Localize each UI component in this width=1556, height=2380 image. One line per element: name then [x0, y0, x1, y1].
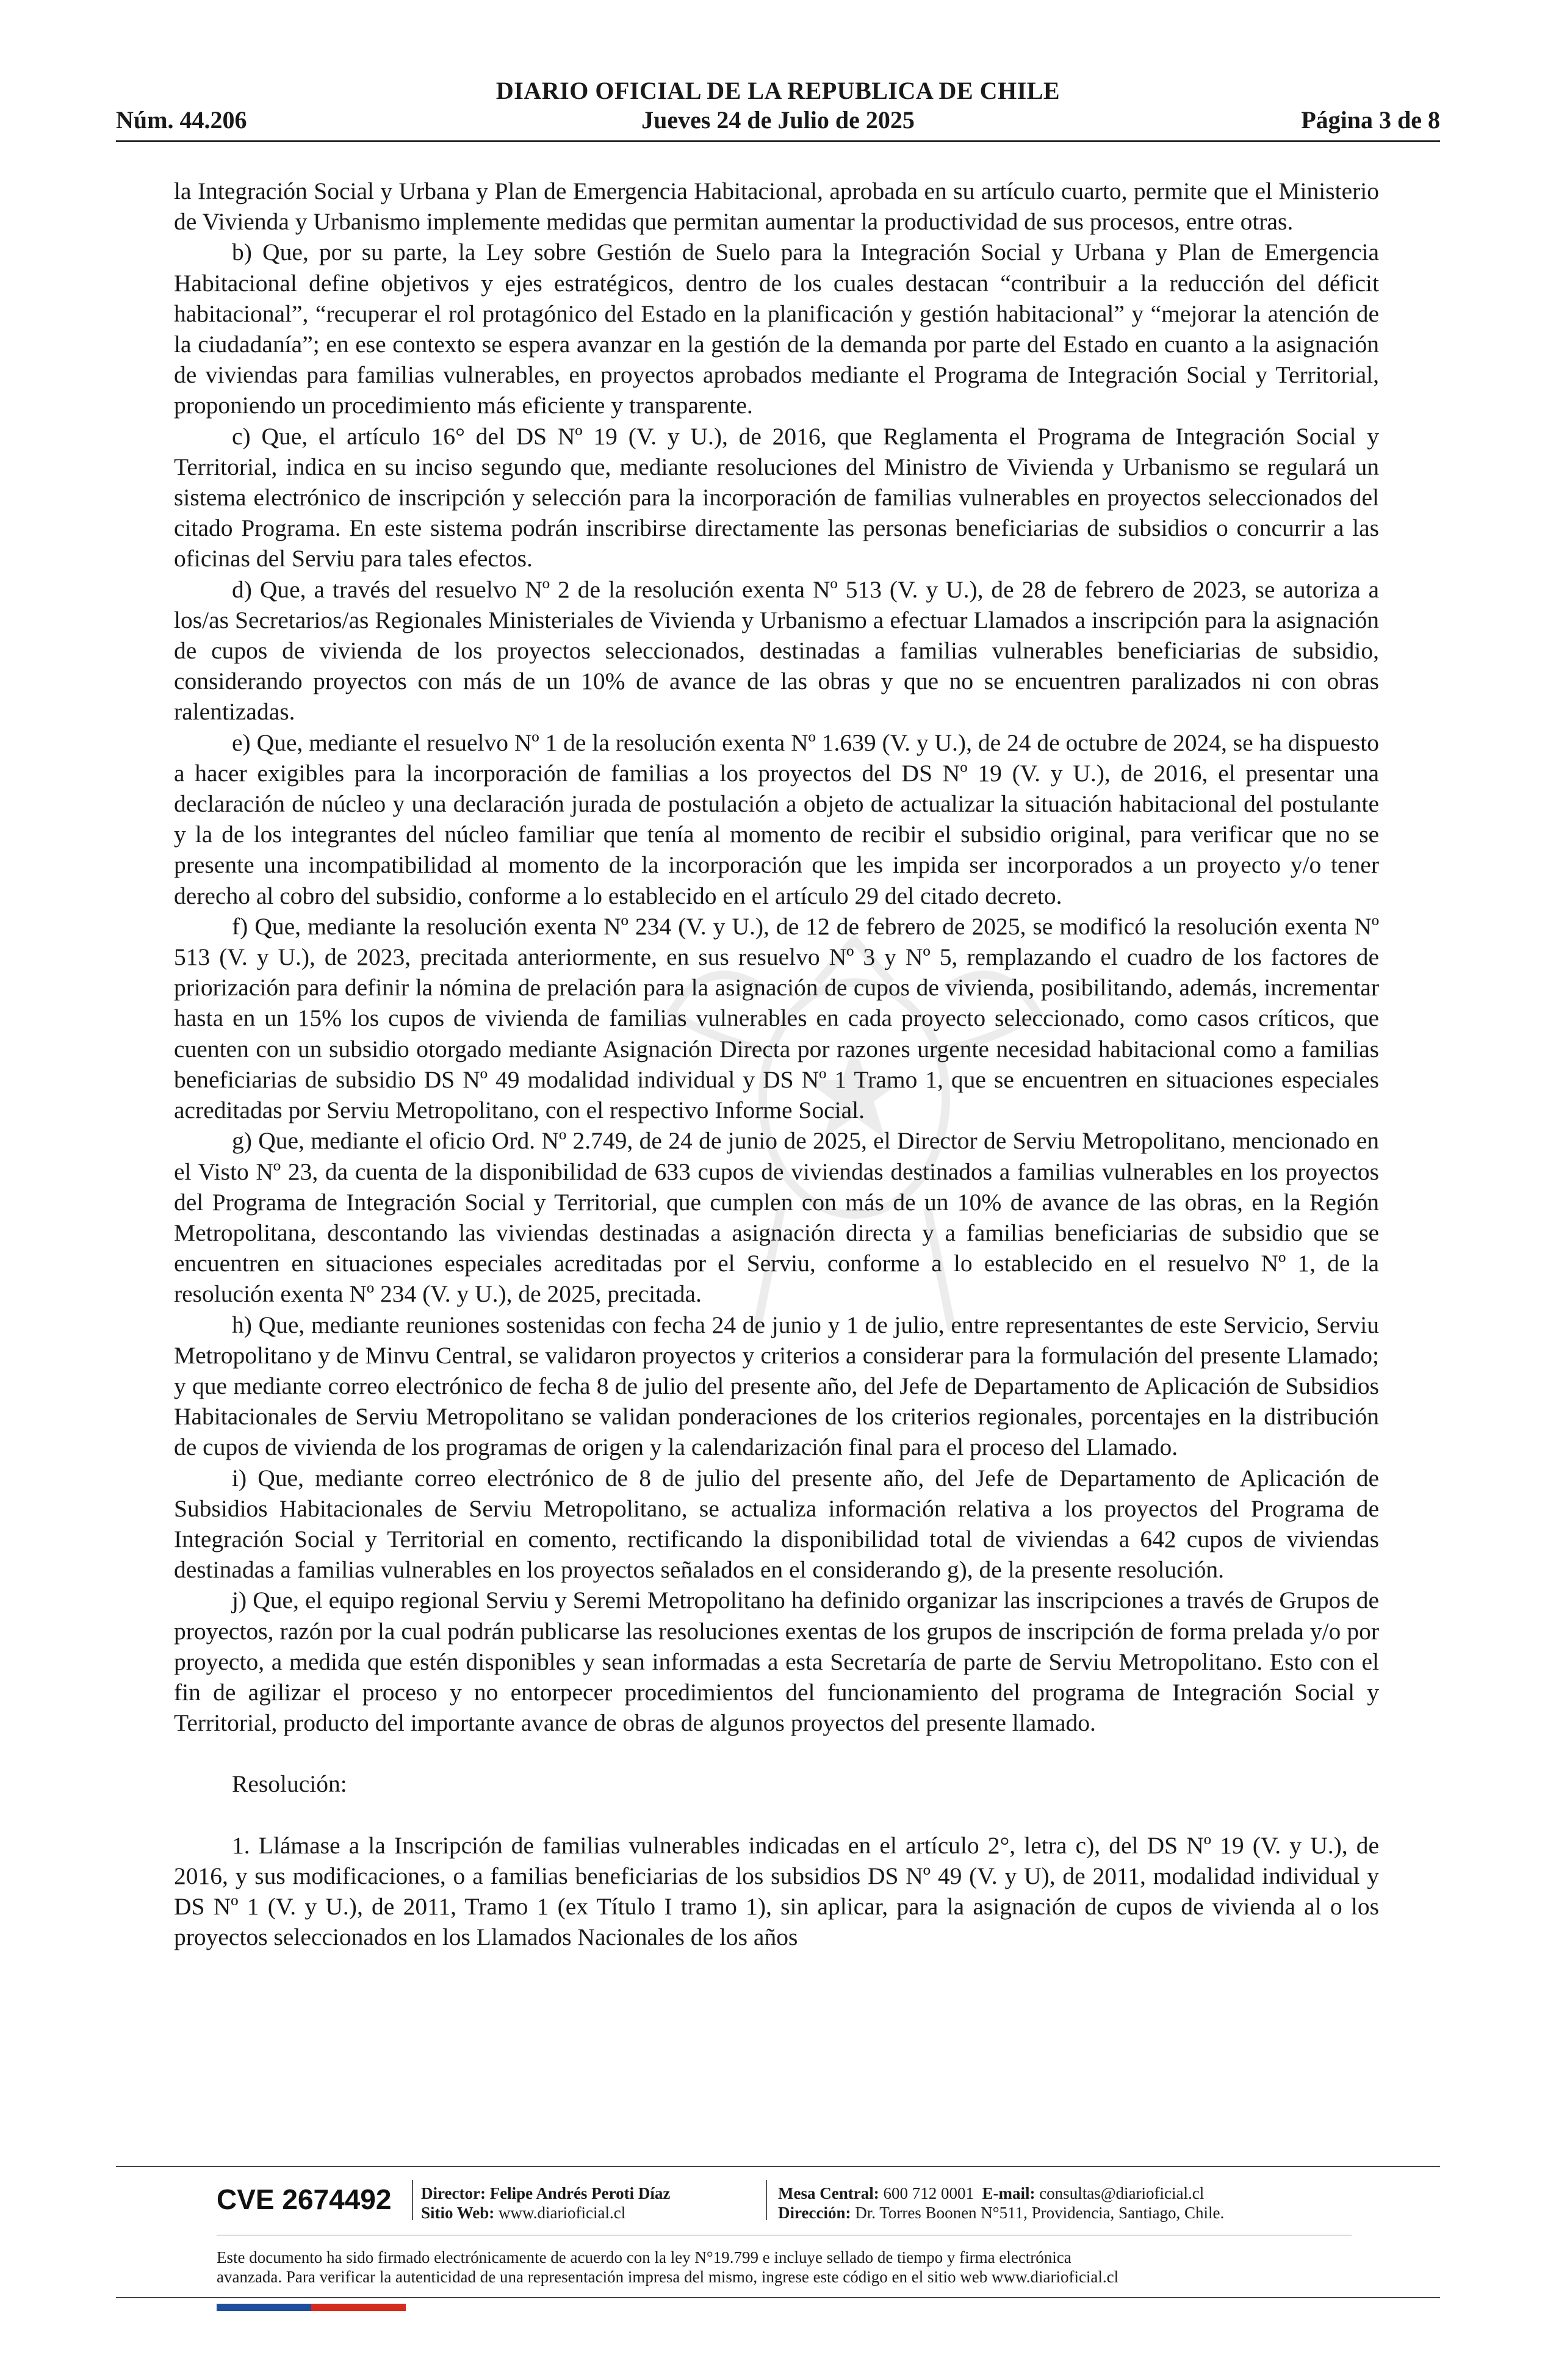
flag-color-bar	[217, 2304, 406, 2311]
paragraph-h: h) Que, mediante reuniones sostenidas con fecha 24 de junio y 1 de julio, entre representantes de este Servicio, Serviu Metropolitano y de Minvu Central, se validaron proyectos y criterios a considerar para la formulación del presente Llamado; y que mediante correo electrónico de fecha 8 de julio del presente año, del Jefe de Departamento de Aplicación de Subsidios Habitacionales de Serviu Metropolitano se validan ponderaciones de los criterios regionales, porcentajes en la distribución de cupos de vivienda de los programas de origen y la calendarización final para el proceso del Llamado.	[174, 1311, 1379, 1461]
page-number: Página 3 de 8	[1301, 106, 1440, 134]
address-label: Dirección:	[778, 2204, 851, 2222]
paragraph-e: e) Que, mediante el resuelvo Nº 1 de la resolución exenta Nº 1.639 (V. y U.), de 24 de octubre de 2024, se ha dispuesto a hacer exigibles para la incorporación de familias a los proyectos del DS Nº 19 (V. y U.), de 2016, el presentar una declaración de núcleo y una declaración jurada de postulación a objeto de actualizar la situación habitacional del postulante y la de los integrantes del núcleo familiar que tenía al momento de recibir el subsidio original, para verificar que no se presente una incompatibilidad al momento de la incorporación que les impida ser incorporados a un proyecto y/o tener derecho al cobro del subsidio, conforme a lo establecido en el artículo 29 del citado decreto.	[174, 729, 1379, 909]
legal-notice-line: avanzada. Para verificar la autenticidad de una representación impresa del mismo, ingrese este código en el sitio web www.diarioficial.cl	[217, 2268, 1119, 2286]
page-header	[116, 76, 1440, 145]
paragraph-b: b) Que, por su parte, la Ley sobre Gestión de Suelo para la Integración Social y Urbana y Plan de Emergencia Habitacional define objetivos y ejes estratégicos, dentro de los cuales destacan “contribuir a la reducción del déficit habitacional”, “recuperar el rol protagónico del Estado en la planificación y gestión habitacional” y “mejorar la atención de la ciudadanía”; en ese contexto se espera avanzar en la gestión de la demanda por parte del Estado en cuanto a la asignación de viviendas para familias vulnerables, en proyectos aprobados mediante el Programa de Integración Social y Territorial, proponiendo un procedimiento más eficiente y transparente.	[174, 239, 1379, 419]
website-label: Sitio Web:	[421, 2204, 495, 2222]
address-value: Dr. Torres Boonen N°511, Providencia, Santiago, Chile.	[855, 2204, 1225, 2222]
director-label: Director:	[421, 2184, 486, 2202]
mesa-central-phone: 600 712 0001	[883, 2184, 974, 2202]
paragraph-f: f) Que, mediante la resolución exenta Nº 234 (V. y U.), de 12 de febrero de 2025, se modificó la resolución exenta Nº 513 (V. y U.), de 2023, precitada anteriormente, en sus resuelvo Nº 3 y Nº 5, remplazando el cuadro de los factores de priorización para definir la nómina de prelación para la asignación de cupos de vivienda, posibilitando, además, incrementar hasta en un 15% los cupos de vivienda de familias vulnerables en cada proyecto seleccionado, como casos críticos, que cuenten con un subsidio otorgado mediante Asignación Directa por razones urgente necesidad habitacional como a familias beneficiarias de subsidio DS Nº 49 modalidad individual y DS Nº 1 Tramo 1, que se encuentren en situaciones especiales acreditadas por Serviu Metropolitano, con el respectivo Informe Social.	[174, 912, 1379, 1124]
header-divider	[116, 140, 1440, 142]
cve-code: CVE 2674492	[217, 2183, 392, 2215]
director-name: Felipe Andrés Peroti Díaz	[489, 2184, 671, 2202]
footer-divider-bottom	[116, 2297, 1440, 2298]
footer-contact-block	[778, 2183, 1224, 2223]
footer-divider-top	[116, 2166, 1440, 2167]
newspaper-title: DIARIO OFICIAL DE LA REPUBLICA DE CHILE	[495, 77, 1061, 104]
resolution-heading: Resolución:	[232, 1770, 347, 1798]
email-link[interactable]: consultas@diarioficial.cl	[1039, 2184, 1205, 2202]
legal-notice-line: Este documento ha sido firmado electrónicamente de acuerdo con la ley N°19.799 e incluye sellado de tiempo y firma electrónica	[217, 2248, 1072, 2266]
paragraph-intro: la Integración Social y Urbana y Plan de Emergencia Habitacional, aprobada en su artículo cuarto, permite que el Ministerio de Vivienda y Urbanismo implemente medidas que permitan aumentar la productividad de sus procesos, entre otras.	[174, 178, 1379, 236]
paragraph-i: i) Que, mediante correo electrónico de 8 de julio del presente año, del Jefe de Departamento de Aplicación de Subsidios Habitacionales de Serviu Metropolitano, se actualiza información relativa a los proyectos del Programa de Integración Social y Territorial en comento, rectificando la disponibilidad total de viviendas a 642 cupos de viviendas destinadas a familias vulnerables en los proyectos señalados en el considerando g), de la presente resolución.	[174, 1464, 1379, 1584]
website-link[interactable]: www.diarioficial.cl	[499, 2204, 626, 2222]
mesa-central-label: Mesa Central:	[778, 2184, 879, 2202]
email-label: E-mail:	[982, 2184, 1036, 2202]
paragraph-d: d) Que, a través del resuelvo Nº 2 de la resolución exenta Nº 513 (V. y U.), de 28 de febrero de 2023, se autoriza a los/as Secretarios/as Regionales Ministeriales de Vivienda y Urbanismo a efectuar Llamados a inscripción para la asignación de cupos de vivienda de los proyectos seleccionados, destinadas a familias vulnerables beneficiarias de subsidio, considerando proyectos con más de un 10% de avance de las obras y que no se encuentren paralizados ni con obras ralentizadas.	[174, 575, 1379, 726]
paragraph-j: j) Que, el equipo regional Serviu y Seremi Metropolitano ha definido organizar las inscripciones a través de Grupos de proyectos, razón por la cual podrán publicarse las resoluciones exentas de los grupos de inscripción de forma prelada y/o por proyecto, a medida que estén disponibles y sean informadas a esta Secretaría de parte de Serviu Metropolitano. Esto con el fin de agilizar el proceso y no entorpecer procedimientos del funcionamiento del programa de Integración Social y Territorial, producto del importante avance de obras de algunos proyectos del presente llamado.	[174, 1587, 1379, 1737]
legal-notice	[217, 2248, 1376, 2287]
flag-blue-segment	[217, 2304, 311, 2311]
footer-director-block	[421, 2183, 670, 2223]
paragraph-g: g) Que, mediante el oficio Ord. Nº 2.749, de 24 de junio de 2025, el Director de Serviu Metropolitano, mencionado en el Visto Nº 23, da cuenta de la disponibilidad de 633 cupos de viviendas destinados a familias vulnerables en los proyectos del Programa de Integración Social y Territorial, que cumplen con más de un 10% de avance de las obras, en la Región Metropolitana, descontando las viviendas destinadas a asignación directa y a familias beneficiarias de subsidio que se encuentren en situaciones especiales acreditadas por el Serviu, conforme a lo establecido en el resuelvo Nº 1, de la resolución exenta Nº 234 (V. y U.), de 2025, precitada.	[174, 1127, 1379, 1308]
footer-separator	[412, 2180, 413, 2220]
paragraph-c: c) Que, el artículo 16° del DS Nº 19 (V. y U.), de 2016, que Reglamenta el Programa de Integración Social y Territorial, indica en su inciso segundo que, mediante resoluciones del Ministro de Vivienda y Urbanismo se regulará un sistema electrónico de inscripción y selección para la incorporación de familias vulnerables en proyectos seleccionados del citado Programa. En este sistema podrán inscribirse directamente las personas beneficiarias de subsidios o concurrir a las oficinas del Serviu para tales efectos.	[174, 422, 1379, 572]
issue-number: Núm. 44.206	[116, 106, 247, 134]
flag-red-segment	[311, 2304, 406, 2311]
footer-separator	[766, 2180, 767, 2220]
resolution-item-1: 1. Llámase a la Inscripción de familias vulnerables indicadas en el artículo 2°, letra c), del DS Nº 19 (V. y U.), de 2016, y sus modificaciones, o a familias beneficiarias de los subsidios DS Nº 49 (V. y U), de 2011, modalidad individual y DS Nº 1 (V. y U.), de 2011, Tramo 1 (ex Título I tramo 1), sin aplicar, para la asignación de cupos de vivienda al o los proyectos seleccionados en los Llamados Nacionales de los años	[174, 1831, 1379, 1951]
document-body	[174, 176, 1379, 1952]
issue-date: Jueves 24 de Julio de 2025	[641, 106, 915, 134]
